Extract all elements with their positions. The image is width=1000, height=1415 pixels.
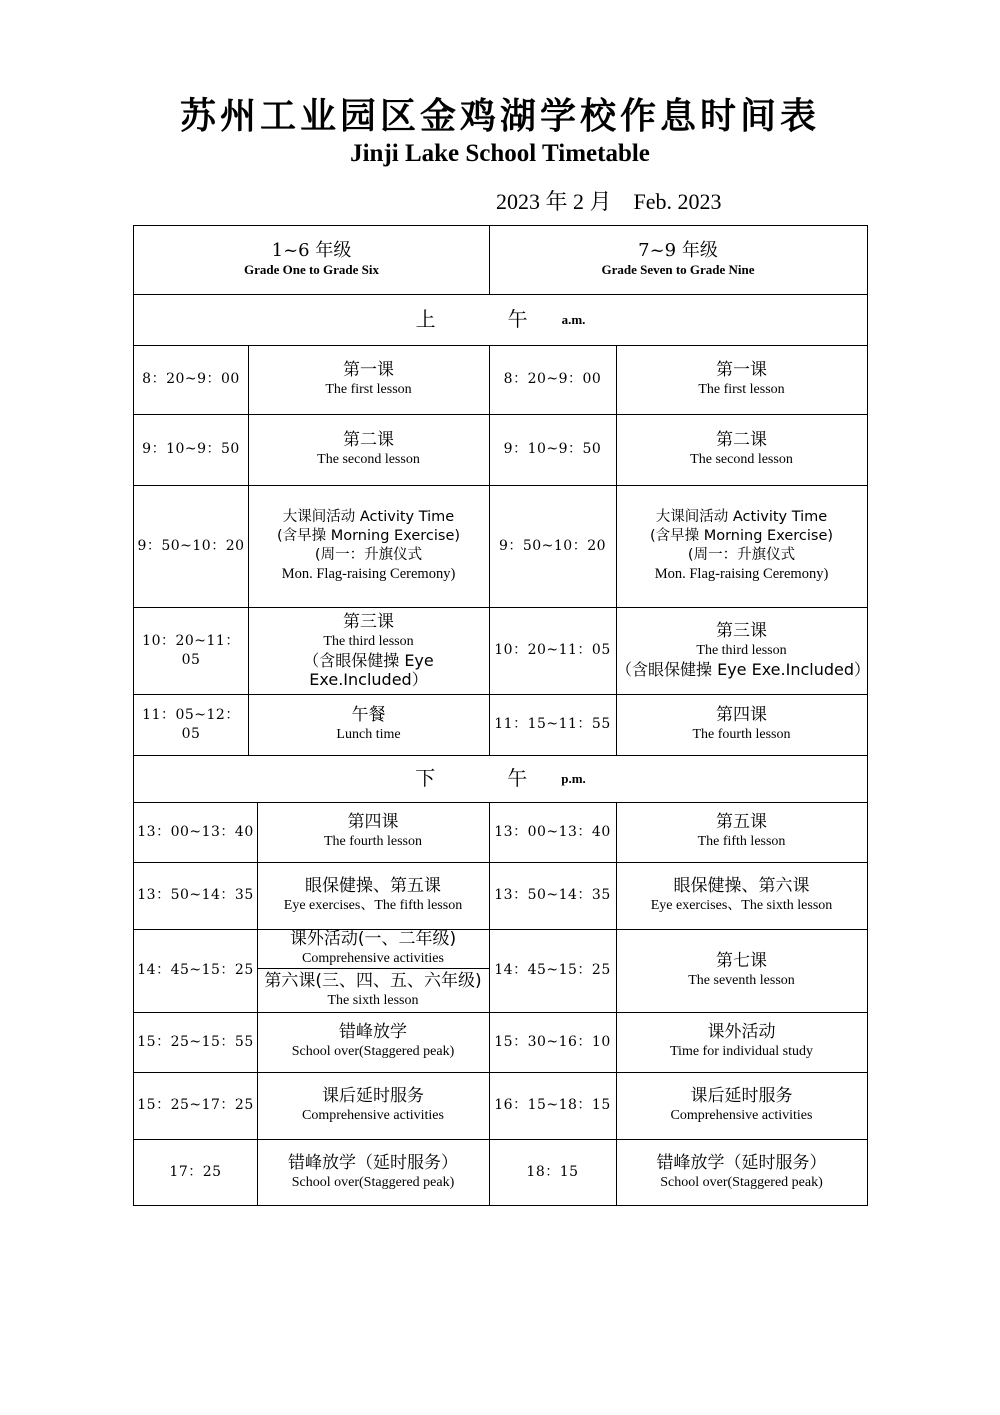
- content-line: The sixth lesson: [327, 992, 419, 1008]
- left-content-cell: [257, 1072, 489, 1139]
- left-content-cell: [257, 1012, 489, 1072]
- date-line: [496, 185, 722, 216]
- timetable: [133, 225, 871, 1206]
- time-range: 17：25: [169, 1164, 222, 1180]
- left-content-subcell-top: [257, 929, 489, 969]
- header-right-english: Grade Seven to Grade Nine: [601, 262, 755, 277]
- content-line: 第三课: [343, 611, 394, 632]
- content-line: 大课间活动 Activity Time: [655, 509, 828, 525]
- content-line: 课后延时服务: [322, 1085, 424, 1106]
- left-time-cell: [134, 1012, 257, 1072]
- content-line: (周一：升旗仪式: [687, 547, 796, 563]
- content-line: (周一：升旗仪式: [314, 547, 423, 563]
- header-left-chinese: 1~6 年级: [271, 240, 352, 261]
- left-time-cell: [134, 1072, 257, 1139]
- content-line: 大课间活动 Activity Time: [282, 509, 455, 525]
- content-line: 第二课: [716, 429, 767, 450]
- right-content-cell: [616, 414, 867, 485]
- section-am: [134, 294, 867, 345]
- content-line: (含早操 Morning Exercise): [276, 528, 461, 544]
- right-time-cell: [489, 1139, 616, 1206]
- right-time-cell: [489, 929, 616, 1012]
- section-am-english: a.m.: [561, 312, 586, 327]
- left-time-cell: [134, 345, 248, 414]
- left-content-cell: [248, 694, 489, 755]
- right-content-cell: [616, 1139, 867, 1206]
- content-line: The first lesson: [698, 381, 785, 397]
- date-chinese: 2023 年 2 月: [496, 189, 612, 214]
- content-line: The seventh lesson: [688, 972, 795, 988]
- time-range: 14：45~15：25: [137, 962, 254, 978]
- content-line: Lunch time: [336, 726, 401, 742]
- section-am-char2: 午: [507, 307, 528, 331]
- right-time-cell: [489, 1072, 616, 1139]
- content-line: The third lesson: [323, 633, 414, 649]
- header-right-chinese: 7~9 年级: [638, 240, 718, 261]
- content-line: 第四课: [716, 704, 767, 725]
- time-range: 18：15: [526, 1164, 579, 1180]
- content-line: (含早操 Morning Exercise): [649, 528, 834, 544]
- content-line: School over(Staggered peak): [291, 1174, 455, 1190]
- right-content-cell: [616, 1072, 867, 1139]
- content-line: 第四课: [347, 812, 399, 832]
- time-range: 16：15~18：15: [494, 1097, 611, 1113]
- time-range: 14：45~15：25: [494, 962, 611, 978]
- content-line: 第二课: [343, 429, 394, 450]
- content-line: 第三课: [716, 621, 767, 641]
- content-line: The fourth lesson: [692, 726, 791, 742]
- time-range: 9：50~10：20: [498, 537, 607, 554]
- left-content-cell: [248, 485, 489, 607]
- left-content-cell: [257, 862, 489, 929]
- right-content-cell: [616, 485, 867, 607]
- time-range: 10：20~11：05: [494, 642, 611, 658]
- content-line: The third lesson: [696, 643, 787, 658]
- right-time-cell: [489, 1012, 616, 1072]
- content-line: 错峰放学: [339, 1022, 407, 1042]
- left-content-cell: [248, 607, 489, 694]
- content-line: Mon. Flag-raising Ceremony): [654, 566, 829, 582]
- left-time-cell: [134, 607, 248, 694]
- content-line: The second lesson: [317, 451, 420, 467]
- time-range: 15：25~17：25: [137, 1097, 254, 1113]
- content-line: 第一课: [343, 359, 394, 380]
- time-range: 8：20~9：00: [503, 371, 602, 387]
- left-time-cell: [134, 485, 248, 607]
- header-left-english: Grade One to Grade Six: [243, 262, 380, 277]
- left-content-cell: [257, 802, 489, 862]
- content-line: 眼保健操、第六课: [673, 875, 810, 896]
- content-line: Mon. Flag-raising Ceremony): [281, 566, 456, 582]
- content-line: 第一课: [716, 359, 767, 380]
- left-time-cell: [134, 862, 257, 929]
- time-range: 13：00~13：40: [137, 823, 254, 840]
- content-line: The first lesson: [325, 381, 412, 397]
- right-time-cell: [489, 414, 616, 485]
- time-range: 15：25~15：55: [137, 1033, 254, 1050]
- content-line: Time for individual study: [670, 1044, 813, 1059]
- time-range: 13：50~14：35: [494, 887, 611, 903]
- right-content-cell: [616, 1012, 867, 1072]
- section-pm-english: p.m.: [561, 771, 586, 786]
- time-range: 8：20~9：00: [142, 371, 240, 387]
- time-range: 11：15~11：55: [494, 716, 611, 732]
- right-time-cell: [489, 485, 616, 607]
- content-line: The fourth lesson: [324, 834, 422, 849]
- content-line: Comprehensive activities: [670, 1107, 813, 1123]
- content-line: Eye exercises、The fifth lesson: [283, 897, 463, 913]
- time-range: 13：50~14：35: [137, 887, 254, 903]
- left-time-cell: [134, 802, 257, 862]
- content-line: 眼保健操、第五课: [305, 875, 441, 896]
- content-line: 午餐: [351, 704, 386, 725]
- right-content-cell: [616, 607, 871, 694]
- right-content-cell: [616, 802, 867, 862]
- section-am-char1: 上: [415, 307, 436, 331]
- header-grades-7-9: [489, 226, 867, 294]
- content-line: 课外活动(一、二年级): [289, 928, 457, 949]
- right-time-cell: [489, 802, 616, 862]
- content-line: Comprehensive activities: [302, 1107, 444, 1123]
- time-range: 13：00~13：40: [494, 823, 611, 840]
- left-content-cell: [248, 414, 489, 485]
- left-time-cell: [134, 694, 248, 755]
- section-pm-char1: 下: [415, 766, 436, 790]
- time-range: 9：10~9：50: [503, 441, 602, 457]
- right-content-cell: [616, 929, 867, 1012]
- left-content-cell: [248, 345, 489, 414]
- left-time-cell: [134, 1139, 257, 1206]
- left-content-cell: [257, 1139, 489, 1206]
- left-content-subcell-bottom: [257, 969, 489, 1012]
- right-content-cell: [616, 862, 867, 929]
- time-range: 10：20~11：05: [142, 632, 240, 668]
- content-line: 课外活动: [707, 1022, 776, 1042]
- content-line: The fifth lesson: [697, 834, 786, 849]
- right-content-cell: [616, 345, 867, 414]
- content-line: （含眼保健操 Eye Exe.Included）: [303, 650, 434, 689]
- page-title-chinese: 苏州工业园区金鸡湖学校作息时间表: [179, 95, 820, 137]
- time-range: 9：50~10：20: [137, 537, 245, 554]
- content-line: 第五课: [716, 812, 767, 832]
- content-line: 第七课: [716, 950, 767, 971]
- content-line: School over(Staggered peak): [660, 1174, 823, 1190]
- content-line: 错峰放学（延时服务）: [288, 1152, 458, 1173]
- left-content-cell: [257, 929, 489, 1012]
- date-english: Feb. 2023: [633, 189, 722, 214]
- section-pm-char2: 午: [507, 766, 528, 790]
- content-line: 第六课(三、四、五、六年级): [264, 970, 482, 991]
- time-range: 9：10~9：50: [142, 441, 240, 457]
- content-line: 课后延时服务: [690, 1085, 793, 1106]
- page-title-english: Jinji Lake School Timetable: [350, 140, 650, 167]
- content-line: Eye exercises、The sixth lesson: [650, 897, 833, 913]
- content-line: （含眼保健操 Eye Exe.Included）: [616, 660, 871, 679]
- content-line: Comprehensive activities: [302, 950, 444, 966]
- right-content-cell: [616, 694, 867, 755]
- content-line: 错峰放学（延时服务）: [656, 1152, 827, 1173]
- section-pm: [134, 755, 867, 802]
- content-line: The second lesson: [690, 451, 793, 467]
- right-time-cell: [489, 862, 616, 929]
- right-time-cell: [489, 345, 616, 414]
- time-range: 15：30~16：10: [494, 1033, 611, 1050]
- time-range: 11：05~12：05: [142, 706, 240, 742]
- header-grades-1-6: [134, 226, 489, 294]
- left-time-cell: [134, 929, 257, 1012]
- right-time-cell: [489, 607, 616, 694]
- left-time-cell: [134, 414, 248, 485]
- right-time-cell: [489, 694, 616, 755]
- content-line: School over(Staggered peak): [291, 1044, 455, 1059]
